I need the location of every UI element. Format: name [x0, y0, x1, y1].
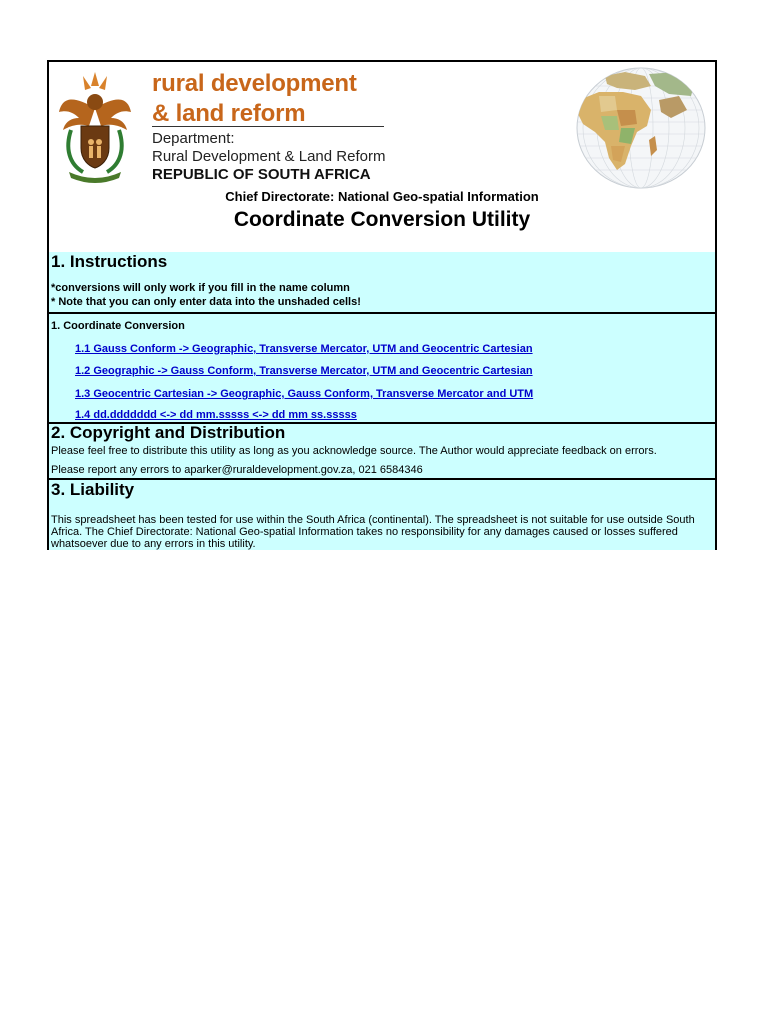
link-gauss-conform[interactable]: 1.1 Gauss Conform -> Geographic, Transverse Mercator, UTM and Geocentric Cartesian [75, 343, 533, 355]
brand-line-2: & land reform [152, 100, 306, 127]
coordinate-conversion-section [49, 314, 715, 424]
instructions-heading: 1. Instructions [51, 252, 168, 271]
coordinate-conversion-heading: 1. Coordinate Conversion [51, 320, 185, 332]
link-geographic[interactable]: 1.2 Geographic -> Gauss Conform, Transverse Mercator, UTM and Geocentric Cartesian [75, 365, 533, 377]
brand-divider [152, 126, 384, 127]
page-title: Coordinate Conversion Utility [233, 208, 531, 231]
instructions-note-1: *conversions will only work if you fill in the name column [51, 282, 350, 294]
department-name: Rural Development & Land Reform [152, 148, 386, 165]
link-degree-formats[interactable]: 1.4 dd.ddddddd <-> dd mm.sssss <-> dd mm ss.sssss [75, 409, 357, 421]
chief-directorate: Chief Directorate: National Geo-spatial Information [225, 189, 539, 204]
link-geocentric-cartesian[interactable]: 1.3 Geocentric Cartesian -> Geographic, Gauss Conform, Transverse Mercator and UTM [75, 388, 534, 400]
instructions-note-2: * Note that you can only enter data into the unshaded cells! [51, 296, 361, 308]
conversion-sheet [47, 60, 717, 550]
liability-section [49, 480, 715, 550]
liability-text: This spreadsheet has been tested for use within the South Africa (continental). The spreadsheet is not suitable for use outside South Africa. The Chief Directorate: National Geo-spatial Information takes no responsibility for any damages caused or losses suffered whatsoever due to any errors in this utility. [51, 514, 695, 550]
instructions-section [49, 252, 715, 314]
liability-heading: 3. Liability [51, 480, 135, 499]
globe-africa-icon [565, 66, 707, 190]
copyright-text: Please feel free to distribute this utility as long as you acknowledge source. The Author would appreciate feedback on errors. [51, 445, 657, 457]
brand-line-1: rural development [152, 70, 357, 97]
country-name: REPUBLIC OF SOUTH AFRICA [152, 166, 371, 183]
department-label: Department: [152, 130, 235, 147]
coat-of-arms-icon [55, 68, 135, 186]
header [49, 62, 715, 254]
copyright-section [49, 424, 715, 480]
copyright-heading: 2. Copyright and Distribution [51, 423, 286, 442]
error-report-text: Please report any errors to aparker@ruraldevelopment.gov.za, 021 6584346 [51, 464, 423, 476]
